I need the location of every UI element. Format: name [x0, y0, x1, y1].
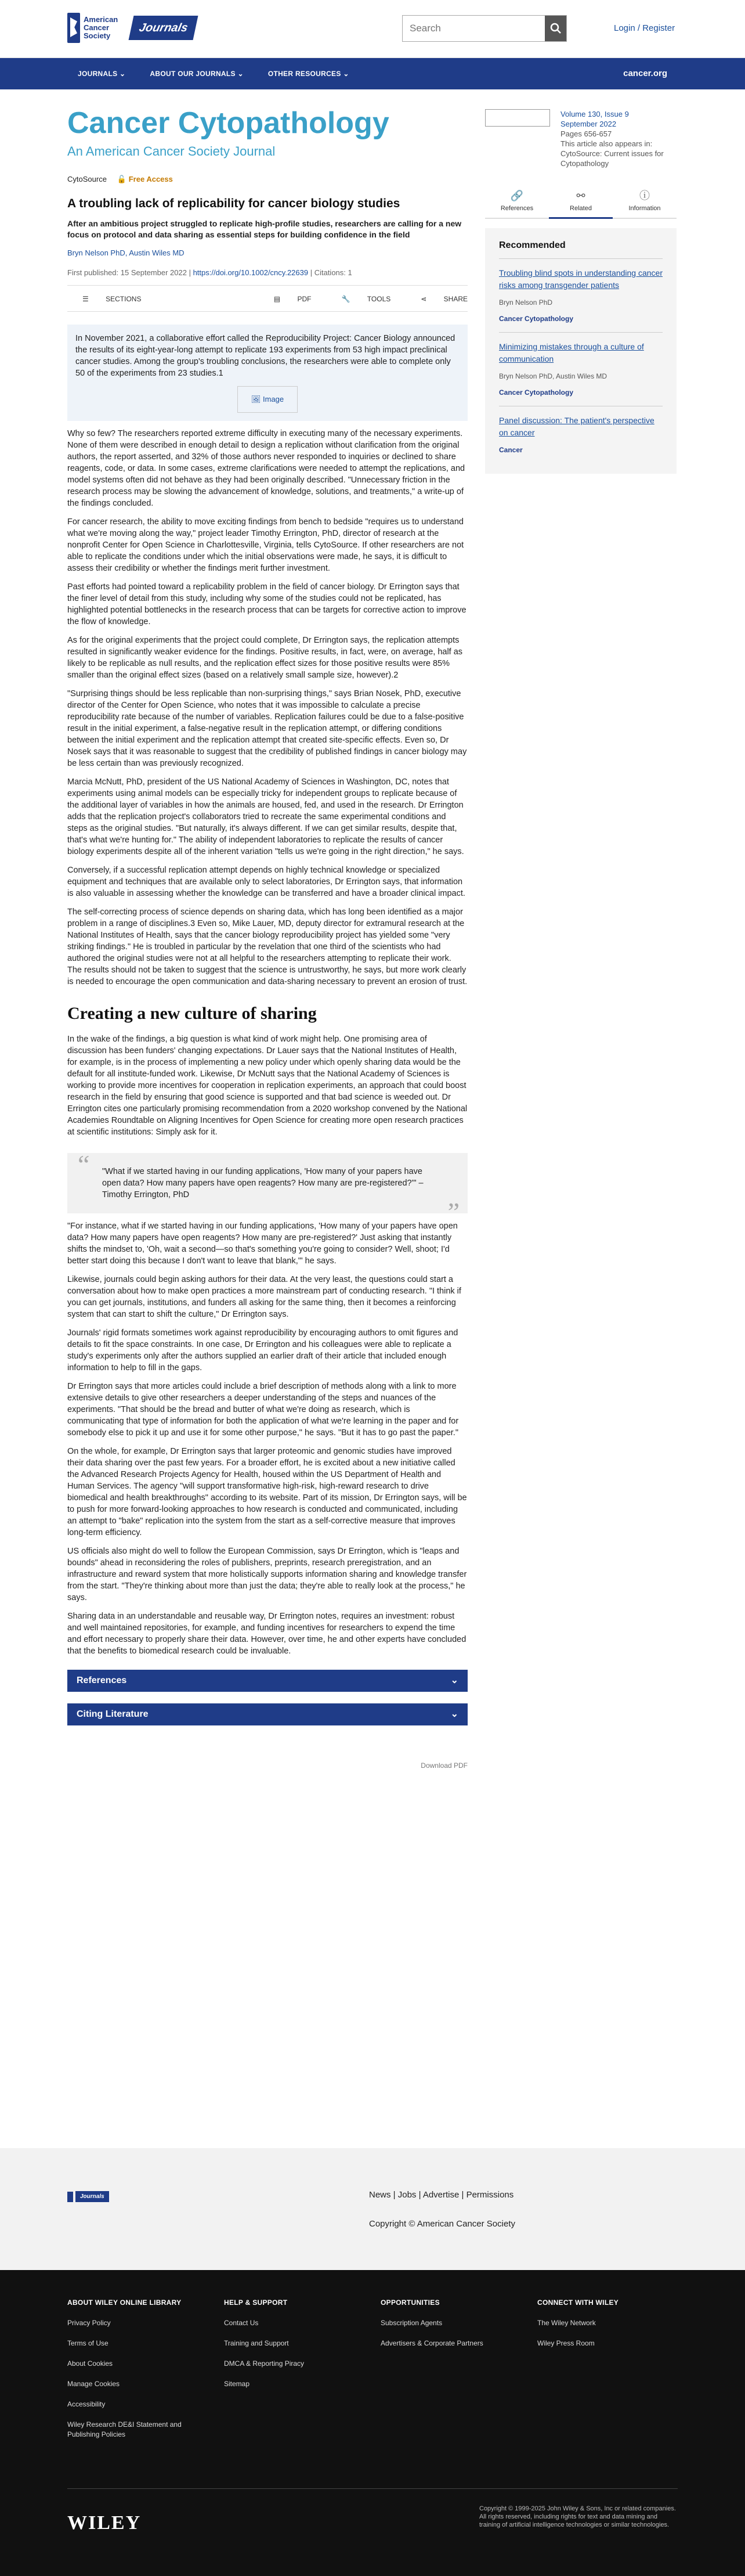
acs-logo-icon [67, 2192, 73, 2202]
recommended-journal: Cancer Cytopathology [499, 314, 574, 323]
search-icon [550, 23, 562, 34]
search-input[interactable] [403, 16, 545, 41]
doi-link[interactable]: https://doi.org/10.1002/cncy.22639 [193, 268, 309, 277]
recommended-panel [485, 228, 677, 474]
chevron-down-icon: ⌄ [237, 70, 244, 78]
section-label[interactable]: CytoSource [67, 175, 107, 183]
footer-link[interactable]: Wiley Press Room [537, 2339, 595, 2347]
wiley-footer [0, 2270, 745, 2576]
paragraph: Marcia McNutt, PhD, president of the US National Academy of Sciences in Washington, DC, notes that experiments using animal models can be especially tricky for independent groups to replicate because of the additional layer of variables in how the animals are housed, fed, and used in the research. Dr Errington adds that the replication project's collaborators tried to recreate the same experimental conditions and steps as the original studies. "But naturally, it's always different. If we can get similar results, despite that, that's what we're hunting for." The ability of independent laboratories to replicate the results of cancer biology experiments despite all of the inherent variation "tells us we're going in the right direction," he says. [67, 777, 464, 856]
article-image[interactable] [237, 386, 298, 413]
paragraph: The self-correcting process of science depends on sharing data, which has long been identified as a major problem in a range of disciplines.3 Even so, Mike Lauer, MD, deputy director for extramural research at the National Institutes of Health, says that the cancer biology reproducibility project has yielded some "very striking findings." He is troubled in particular by the revelation that one third of the scientists who had authored the original studies were not at all helpful to the researchers attempting to replicate their work. The results should not be taken to suggest that the science is untrustworthy, he says, but more work clearly is needed to encourage the open communication and data-sharing necessary to prevent an erosion of trust. [67, 907, 468, 986]
footer-link[interactable]: Sitemap [224, 2380, 250, 2388]
main-nav [0, 58, 745, 89]
search-bar [402, 15, 567, 42]
footer-link[interactable]: Terms of Use [67, 2339, 109, 2347]
nav-resources[interactable] [268, 69, 349, 79]
pull-quote [67, 1150, 468, 1227]
acs-journals-logo[interactable] [67, 13, 196, 43]
tools-label: TOOLS [367, 295, 391, 303]
logo-badge: Journals [129, 16, 198, 40]
sidebar [485, 89, 677, 474]
info-icon: ⓘ [639, 190, 650, 201]
share-button[interactable] [406, 294, 468, 304]
footer-links[interactable]: News | Jobs | Advertise | Permissions [369, 2190, 514, 2200]
chevron-down-icon: ⌄ [450, 1709, 458, 1719]
sections-label: SECTIONS [106, 295, 142, 303]
footer-link[interactable]: Training and Support [224, 2339, 289, 2347]
sidebar-tabs [485, 185, 677, 219]
footer-link[interactable]: The Wiley Network [537, 2319, 596, 2327]
paragraph: Conversely, if a successful replication attempt depends on highly technical knowledge or specialized equipment and techniques that are available only to select laboratories, Dr Errington says, that information is also valuable in assessing whether the knowledge can be transferred and have a broader clinical impact. [67, 866, 465, 898]
paragraph: Dr Errington says that more articles could include a brief description of methods along with a link to more extensive details to give other researchers a deeper understanding of the steps and nuances of the experiments. "That should be the bread and butter of what we're doing as research, which is communicating that type of information for both the application of what we're learning in the paper and for somebody else to pick it up and use it for some other purpose," he says. "But it has to go past the paper." [67, 1382, 459, 1437]
share-icon: ⋖ [421, 295, 427, 303]
footer-logo[interactable] [67, 2191, 109, 2202]
tab-label: Related [570, 205, 592, 212]
footer-link[interactable]: Accessibility [67, 2400, 106, 2408]
references-accordion[interactable] [67, 1670, 468, 1692]
paragraph: In November 2021, a collaborative effort called the Reproducibility Project: Cancer Biology announced the results of its eight-year-long attempt to replicate 193 experiments from 53 high impact preclinical cancer studies. Among the group's troubling conclusions, the researchers were able to complete only 50 of the experiments from 23 studies.1 [75, 334, 455, 378]
image-label: Image [263, 395, 284, 404]
logo-text: American Cancer Society [84, 15, 118, 40]
nav-resources-label: OTHER RESOURCES [267, 70, 341, 78]
footer-col-help [224, 2298, 352, 2400]
issue-info [485, 109, 677, 185]
close-quote-icon: ” [447, 1197, 460, 1227]
recommended-journal: Cancer [499, 445, 523, 454]
pdf-icon: ▤ [273, 295, 281, 303]
publication-info: First published: 15 September 2022 | https://doi.org/10.1002/cncy.22639 | Citations: 1 [67, 267, 468, 286]
article-title: A troubling lack of replicability for cancer biology studies [67, 196, 400, 210]
recommended-title: Recommended [499, 239, 663, 259]
footer-link[interactable]: Advertisers & Corporate Partners [381, 2339, 483, 2347]
footer-legal: Copyright © 1999-2025 John Wiley & Sons, Inc or related companies. All rights reserved, including rights for text and data mining and training of artificial intelligence technologies or similar technologies. [479, 2505, 676, 2528]
paragraph: On the whole, for example, Dr Errington says that larger proteomic and genomic studies have improved their data sharing over the past few years. For a broader effort, he is excited about a new initiative called the Advanced Research Projects Agency for Health, housed within the US Department of Health and Human Services. The agency "will support transformative high-risk, high-reward research to drive biomedical and health breakthroughs" according to its website. Part of its mission, Dr Errington says, will be to push for more forward-looking approaches to how research is conducted and communicated, including an attempt to "bake" replication into the system from the start as a self-corrective measure that improves long-term efficiency. [67, 1447, 467, 1537]
tab-related[interactable] [549, 185, 613, 219]
nav-about-label: ABOUT OUR JOURNALS [150, 70, 236, 78]
cancer-org-link[interactable]: cancer.org [623, 68, 667, 78]
footer-col-title: OPPORTUNITIES [381, 2298, 440, 2307]
tab-label: Information [628, 205, 661, 212]
article-toolbar [67, 294, 468, 312]
footer-col-title: ABOUT WILEY ONLINE LIBRARY [67, 2298, 182, 2307]
chevron-down-icon: ⌄ [450, 1676, 458, 1685]
footer-col-title: HELP & SUPPORT [224, 2298, 288, 2307]
list-icon: ☰ [82, 295, 89, 303]
paragraph: US officials also might do well to follow the European Commission, says Dr Errington, which is "leaps and bounds" ahead in reconsidering the roles of publishers, preprints, research preregistration, and an infrastructure and reward system that more holistically supports information sharing and knowledge transfer from the start. "They're thinking about more than just the data; they're able to really look at the process," he says. [67, 1547, 467, 1602]
search-button[interactable] [545, 16, 566, 41]
chevron-down-icon: ⌄ [120, 70, 126, 78]
section-heading: Creating a new culture of sharing [67, 1004, 317, 1023]
pull-quote-text: "What if we started having in our funding applications, 'How many of your papers have open data? How many papers have open reagents? How many are pre-registered?'" –Timothy Errington, PhD [102, 1167, 424, 1199]
recommended-author: Bryn Nelson PhD [499, 298, 553, 307]
article-body [67, 325, 468, 1657]
nav-journals-label: JOURNALS [78, 70, 118, 78]
article-meta [67, 174, 468, 185]
footer-link[interactable]: Wiley Research DE&I Statement and Publishing Policies [67, 2420, 182, 2438]
paragraph: Journals' rigid formats sometimes work against reproducibility by encouraging authors to omit figures and details to fit the space constraints. In one case, Dr Errington and his colleagues were able to replicate a study's experiments only after the authors supplied an earlier draft of their article that included enough information to help to fill in the gaps. [67, 1328, 458, 1372]
pdf-button[interactable] [259, 294, 312, 304]
link-icon: 🔗 [510, 190, 524, 201]
footer-col-connect [537, 2298, 665, 2359]
recommended-link[interactable]: Panel discussion: The patient's perspective on cancer [499, 415, 654, 437]
footer-logo-badge: Journals [75, 2191, 109, 2202]
open-quote-icon: “ [78, 1150, 90, 1179]
free-access-badge [117, 174, 173, 185]
citing-literature-accordion[interactable] [67, 1703, 468, 1725]
tab-information[interactable] [613, 185, 677, 218]
share-label: SHARE [443, 295, 468, 303]
citing-label: Citing Literature [77, 1709, 149, 1719]
acs-logo-icon [67, 13, 80, 43]
recommended-journal: Cancer Cytopathology [499, 388, 574, 397]
issue-cover-image[interactable] [485, 109, 550, 127]
tab-references[interactable] [485, 185, 549, 218]
journal-subtitle: An American Cancer Society Journal [67, 144, 276, 158]
free-access-label: Free Access [128, 175, 173, 183]
paragraph: Past efforts had pointed toward a replicability problem in the field of cancer biology. Dr Errington says that the finer level of detail from this study, including why some of the studies could not be replicated, has highlighted potential bottlenecks in the research process that can be targets for corrective action to improve the flow of knowledge. [67, 582, 466, 626]
recommended-link[interactable]: Troubling blind spots in understanding cancer risks among transgender patients [499, 268, 663, 290]
footer-link[interactable]: DMCA & Reporting Piracy [224, 2359, 305, 2368]
download-pdf-link[interactable]: Download PDF [421, 1761, 468, 1770]
sections-button[interactable] [67, 294, 244, 304]
issue-date: September 2022 [560, 120, 617, 128]
tools-button[interactable] [326, 294, 390, 304]
acs-footer [0, 2148, 745, 2270]
paragraph: Why so few? The researchers reported extreme difficulty in executing many of the necessary experiments. None of them were described in enough detail to design a replication without clarification from the original authors, the report asserted, and 32% of those authors never responded to inquiries or declined to share reagents, code, or data. In some cases, extreme clarifications were needed to attempt the replications, and model systems often did not behave as they had been originally described. "Unnecessary friction in the research process may be slowing the advancement of knowledge, solutions, and treatments," a write-up of the findings concluded. [67, 429, 465, 508]
published-date: First published: 15 September 2022 [67, 268, 187, 277]
image-icon: 🖼 [251, 395, 261, 404]
recommended-item [499, 333, 663, 406]
paragraph: For cancer research, the ability to move exciting findings from bench to bedside "requires us to understand what we're moving along the way," project leader Timothy Errington, PhD, director of research at the nonprofit Center for Open Science in Charlottesville, Virginia, tells CytoSource. If other researchers are not able to replicate the conditions under which the initial observations were made, he says, it is difficult to assess their credibility or whether the findings merit further investment. [67, 517, 464, 573]
article-authors[interactable]: Bryn Nelson PhD, Austin Wiles MD [67, 248, 185, 257]
footer-col-about [67, 2298, 207, 2450]
paragraph: "For instance, what if we started having in our funding applications, 'How many of your papers have open data? How many papers have open reagents? How many are pre-registered?' Just asking that instantly shifts the mindset to, 'Oh, wait a second—so that's something you're going to consider? Well, shoot; I'd better start doing this because I don't want to leave that blank,'" he says. [67, 1222, 458, 1266]
login-register-link[interactable]: Login / Register [614, 23, 675, 33]
site-header [0, 0, 745, 58]
paragraph: Likewise, journals could begin asking authors for their data. At the very least, the questions could start a conversation about how to make open practices a more mainstream part of conducting research. "I think if you can get journals, institutions, and funders all asking for the same thing, then it becomes a reinforcing system that can start to shift the culture," Dr Errington says. [67, 1275, 461, 1319]
citations-count[interactable]: Citations: 1 [314, 268, 352, 277]
journal-title[interactable]: Cancer Cytopathology [67, 106, 389, 140]
footer-col-opportunities [381, 2298, 520, 2359]
wrench-icon: 🔧 [341, 295, 350, 303]
recommended-link[interactable]: Minimizing mistakes through a culture of communication [499, 341, 644, 363]
references-label: References [77, 1676, 127, 1685]
footer-link[interactable]: About Cookies [67, 2359, 113, 2368]
wiley-logo[interactable]: WILEY [67, 2512, 142, 2534]
issue-note[interactable]: This article also appears in: CytoSource: Current issues for Cytopathology [560, 139, 664, 168]
pdf-label: PDF [297, 295, 312, 303]
recommended-item [499, 406, 663, 463]
nav-about[interactable] [150, 69, 243, 79]
paragraph: In the wake of the findings, a big question is what kind of work might help. One promising area of discussion has been funders' changing expectations. Dr Lauer says that the National Institutes of Health, for example, is in the process of implementing a new policy under which openly sharing data would be the default for all institute-funded work. Likewise, Dr McNutt says that the National Academy of Sciences is working to provide more incentives for cooperation in replication experiments, an approach that could boost research in the field by ensuring that good science is supported and that bad science is weeded out. Dr Errington cites one particularly promising recommendation from a 2020 workshop convened by the National Academies Roundtable on Aligning Incentives for Open Science for creating more open research practices at scientific institutions: Simply ask for it. [67, 1035, 468, 1137]
chevron-down-icon: ⌄ [343, 70, 349, 78]
tab-label: References [500, 205, 534, 212]
unlock-icon: 🔓 [117, 175, 127, 183]
footer-col-title: CONNECT WITH WILEY [537, 2298, 619, 2307]
paragraph: As for the original experiments that the project could complete, Dr Errington says, the replication attempts resulted in significantly weaker evidence for the findings. Positive results, in fact, were, on average, half as likely to be replicable as null results, and the replication effect sizes for those positive results were 85% smaller than the original effect sizes (based on a relatively small sample size, however).2 [67, 636, 463, 680]
footer-link[interactable]: Subscription Agents [381, 2319, 443, 2327]
footer-divider [67, 2488, 678, 2489]
article-dek: After an ambitious project struggled to replicate high-profile studies, researchers are calling for a new focus on protocol and data sharing as essential steps for building confidence in the field [67, 219, 462, 239]
article-column [67, 89, 468, 1771]
paragraph: "Surprising things should be less replicable than non-surprising things," says Brian Nosek, PhD, executive director of the Center for Open Science, who notes that it was impossible to calculate a precise reproducibility rate because of the number of variables. Replication failures could be due to a false-positive result in the initial experiment, a false-negative result in the replication attempt, or differing conditions between the initial experiment and the replication attempt that created site-specific effects. Even so, Dr Nosek says that it was reasonable to suggest that the credibility of published findings in cancer biology may be less certain than was previously recognized. [67, 689, 467, 768]
recommended-author: Bryn Nelson PhD, Austin Wiles MD [499, 372, 607, 380]
network-icon: ⚯ [576, 190, 585, 201]
lead-box [67, 325, 468, 421]
issue-details [560, 109, 677, 168]
issue-pages: Pages 656-657 [560, 129, 612, 138]
paragraph: Sharing data in an understandable and reusable way, Dr Errington notes, requires an investment: robust and well maintained repositories, for example, and funding incentives for researchers to expend the time and effort necessary to properly share their data. However, over time, he and other experts have concluded that the benefits to biomedical research could be invaluable. [67, 1612, 466, 1656]
recommended-item [499, 259, 663, 333]
footer-link[interactable]: Contact Us [224, 2319, 259, 2327]
nav-journals[interactable] [78, 69, 125, 79]
footer-link[interactable]: Privacy Policy [67, 2319, 111, 2327]
footer-link[interactable]: Manage Cookies [67, 2380, 120, 2388]
issue-volume[interactable]: Volume 130, Issue 9 [560, 110, 629, 118]
footer-copyright: Copyright © American Cancer Society [369, 2219, 515, 2229]
